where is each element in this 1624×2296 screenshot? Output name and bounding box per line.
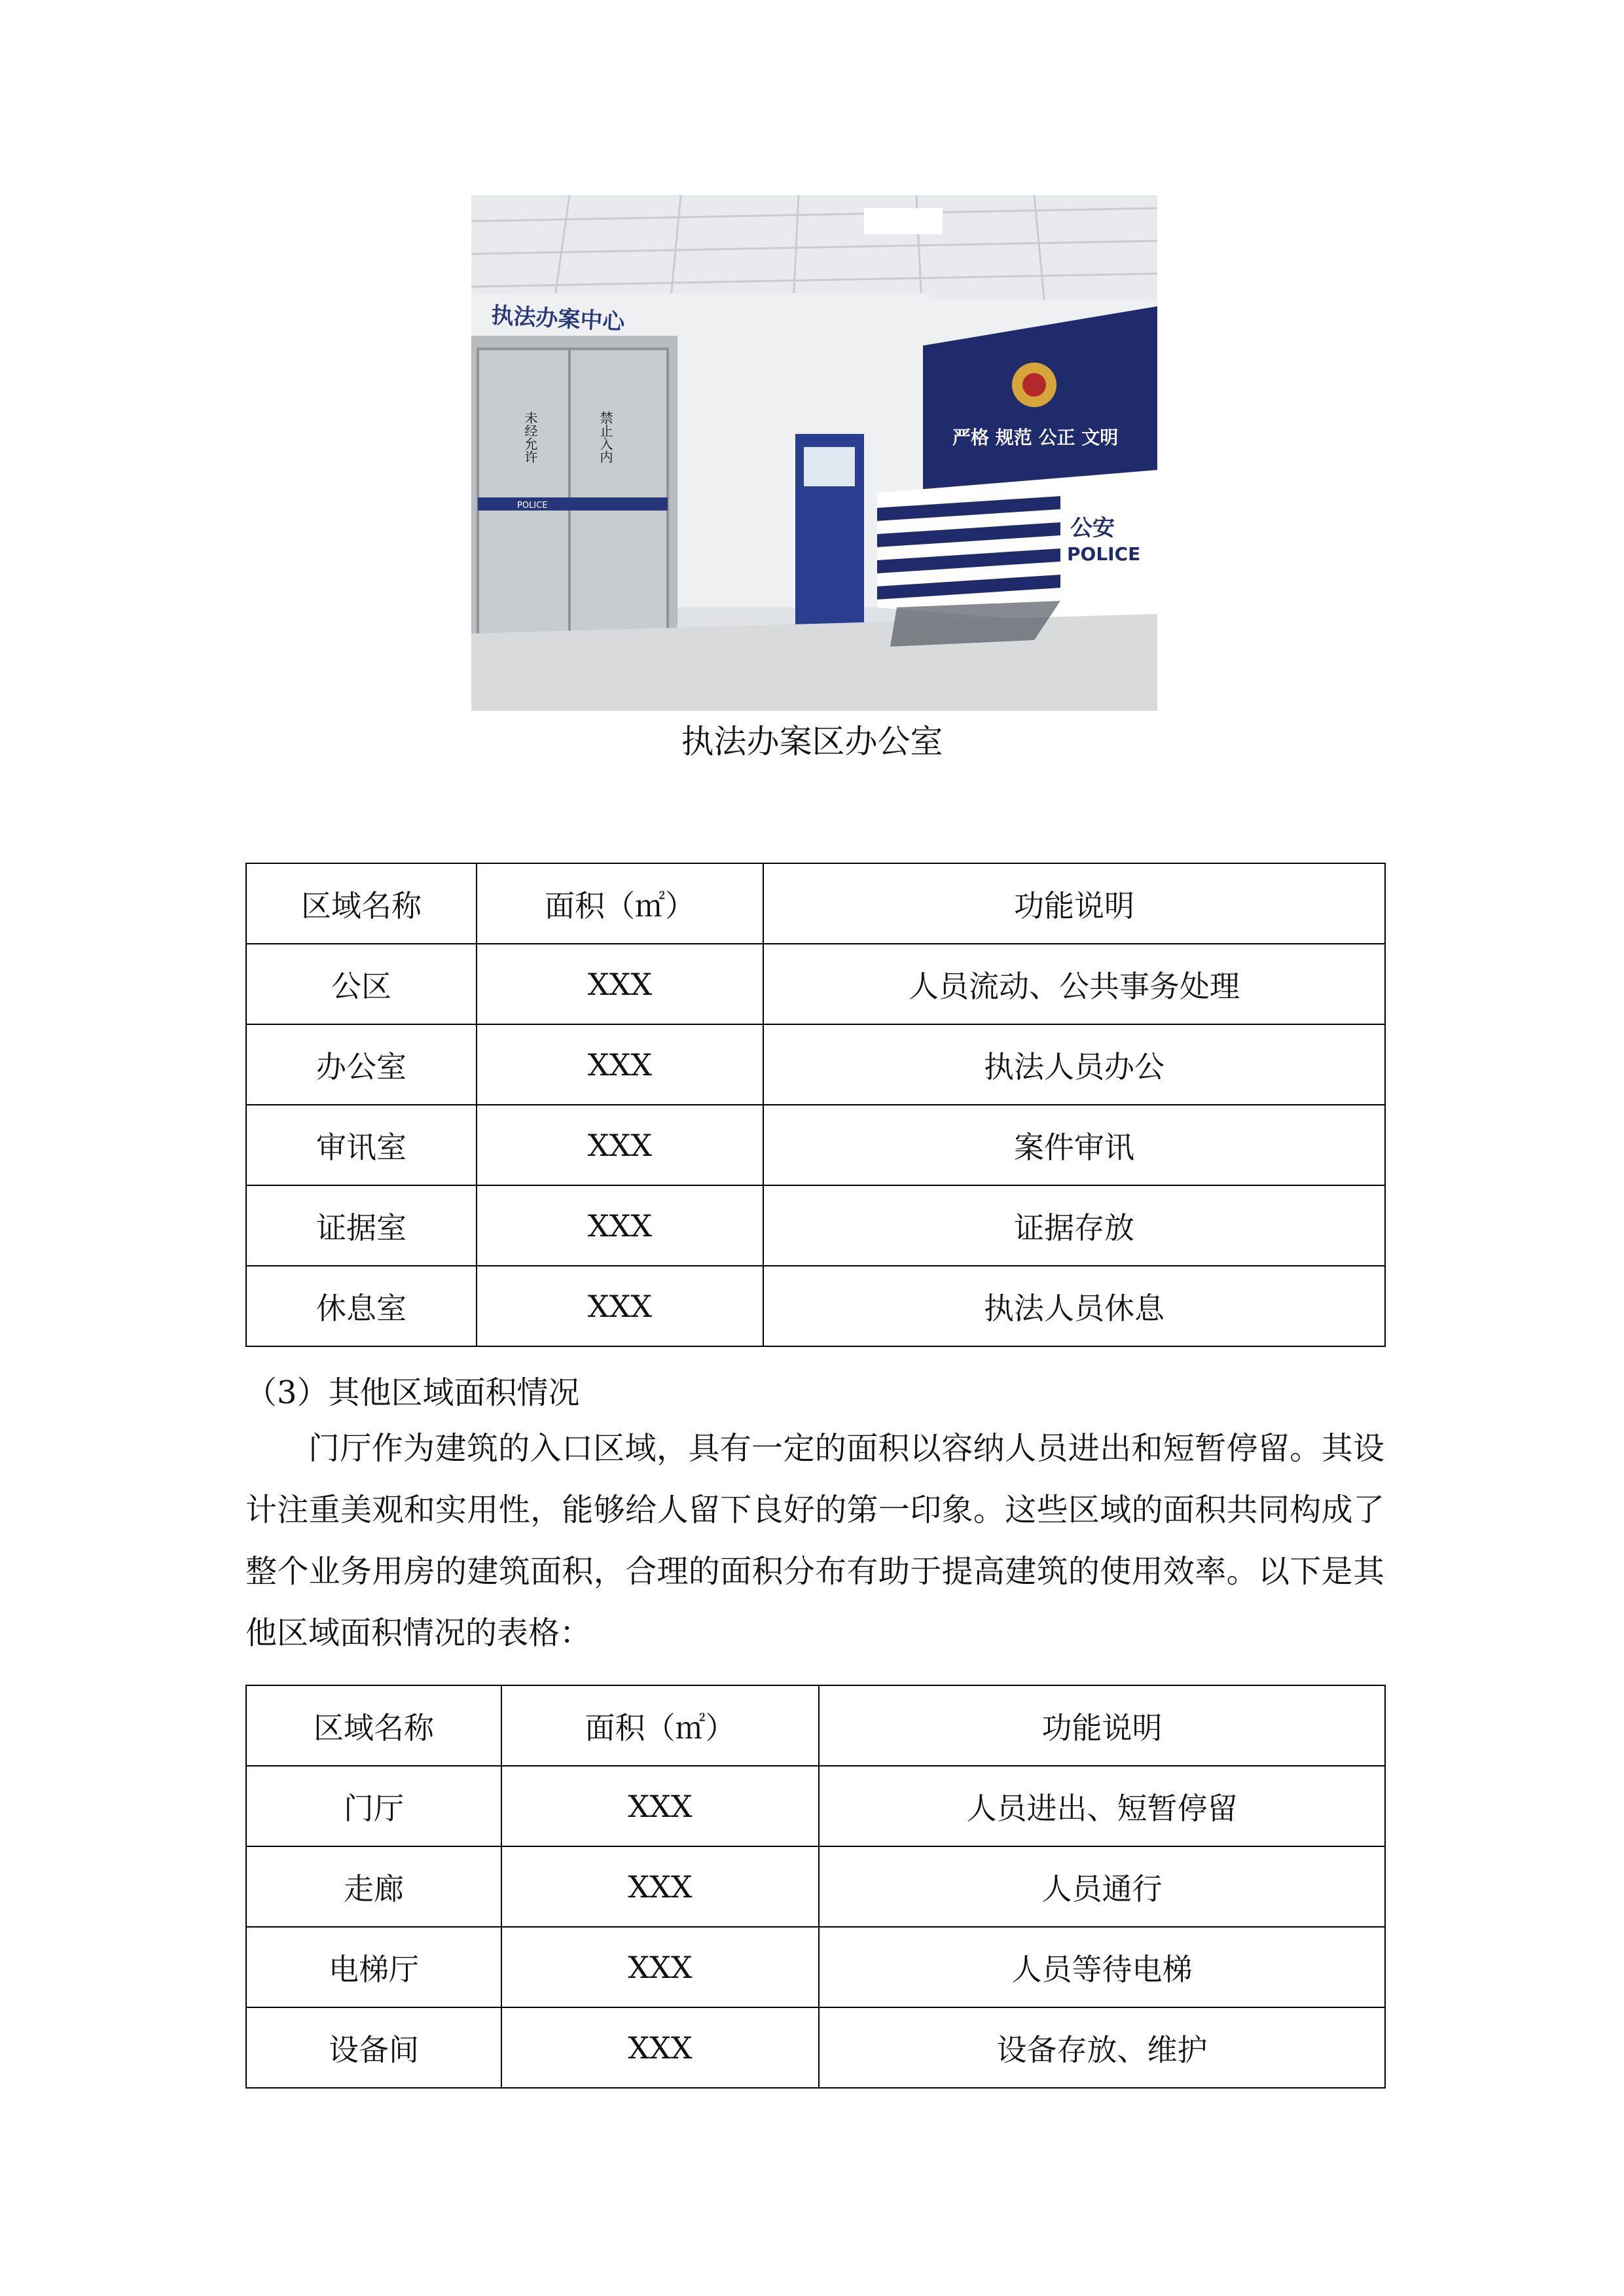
table-row <box>246 1105 1385 1185</box>
table-cell: XXX <box>501 1927 819 2007</box>
header-cell: 面积（㎡） <box>501 1685 819 1766</box>
table-cell: XXX <box>501 1766 819 1846</box>
desk-english-text: POLICE <box>1067 543 1141 565</box>
table-header-row <box>246 1685 1385 1766</box>
table-cell: XXX <box>477 944 763 1024</box>
table-row <box>246 1185 1385 1266</box>
table-row <box>246 1766 1385 1846</box>
photo-illustration <box>471 195 1157 711</box>
table-cell: 电梯厅 <box>246 1927 501 2007</box>
table-cell: XXX <box>501 2007 819 2088</box>
table-cell: 证据存放 <box>763 1185 1385 1266</box>
table-cell: 门厅 <box>246 1766 501 1846</box>
header-cell: 功能说明 <box>763 863 1385 944</box>
table-cell: 走廊 <box>246 1846 501 1927</box>
table-row <box>246 1266 1385 1346</box>
table-cell: 人员流动、公共事务处理 <box>763 944 1385 1024</box>
table-cell: XXX <box>477 1024 763 1105</box>
header-cell: 功能说明 <box>819 1685 1385 1766</box>
wall-sign-text: 执法办案中心 <box>490 302 626 336</box>
header-cell: 区域名称 <box>246 863 477 944</box>
table-row <box>246 2007 1385 2088</box>
table-cell: 人员进出、短暂停留 <box>819 1766 1385 1846</box>
table-cell: 执法人员办公 <box>763 1024 1385 1105</box>
header-cell: 区域名称 <box>246 1685 501 1766</box>
table-cell: 人员等待电梯 <box>819 1927 1385 2007</box>
table-cell: 执法人员休息 <box>763 1266 1385 1346</box>
table-row <box>246 944 1385 1024</box>
body-paragraph: 门厅作为建筑的入口区域，具有一定的面积以容纳人员进出和短暂停留。其设计注重美观和实用性，能够给人留下良好的第一印象。这些区域的面积共同构成了整个业务用房的建筑面积，合理的面积分布有助于提高建筑的使用效率。以下是其他区域面积情况的表格： <box>245 1430 1384 1651</box>
table-cell: XXX <box>477 1185 763 1266</box>
door-right-text: 禁止入内 <box>598 411 613 463</box>
door-strip-text: POLICE <box>517 501 548 511</box>
table-cell: 审讯室 <box>246 1105 477 1185</box>
door-left-text: 未经允许 <box>522 411 538 463</box>
table-cell: 公区 <box>246 944 477 1024</box>
header-cell: 面积（㎡） <box>477 863 763 944</box>
table-cell: XXX <box>477 1105 763 1185</box>
table-cell: 办公室 <box>246 1024 477 1105</box>
section-heading: （3）其他区域面积情况 <box>245 1374 580 1411</box>
area-table-other <box>245 1685 1386 2089</box>
area-table-office <box>245 863 1386 1347</box>
table-cell: 设备间 <box>246 2007 501 2088</box>
photo-caption: 执法办案区办公室 <box>681 723 943 761</box>
table-row <box>246 1927 1385 2007</box>
table-cell: 人员通行 <box>819 1846 1385 1927</box>
table-row <box>246 1846 1385 1927</box>
office-photo <box>471 195 1157 711</box>
table-cell: XXX <box>477 1266 763 1346</box>
table-cell: 案件审讯 <box>763 1105 1385 1185</box>
table-cell: XXX <box>501 1846 819 1927</box>
table-cell: 休息室 <box>246 1266 477 1346</box>
desk-chinese-text: 公安 <box>1070 515 1115 541</box>
backdrop-slogan-text: 严格 规范 公正 文明 <box>952 427 1119 448</box>
table-cell: 证据室 <box>246 1185 477 1266</box>
table-cell: 设备存放、维护 <box>819 2007 1385 2088</box>
table-row <box>246 1024 1385 1105</box>
table-header-row <box>246 863 1385 944</box>
